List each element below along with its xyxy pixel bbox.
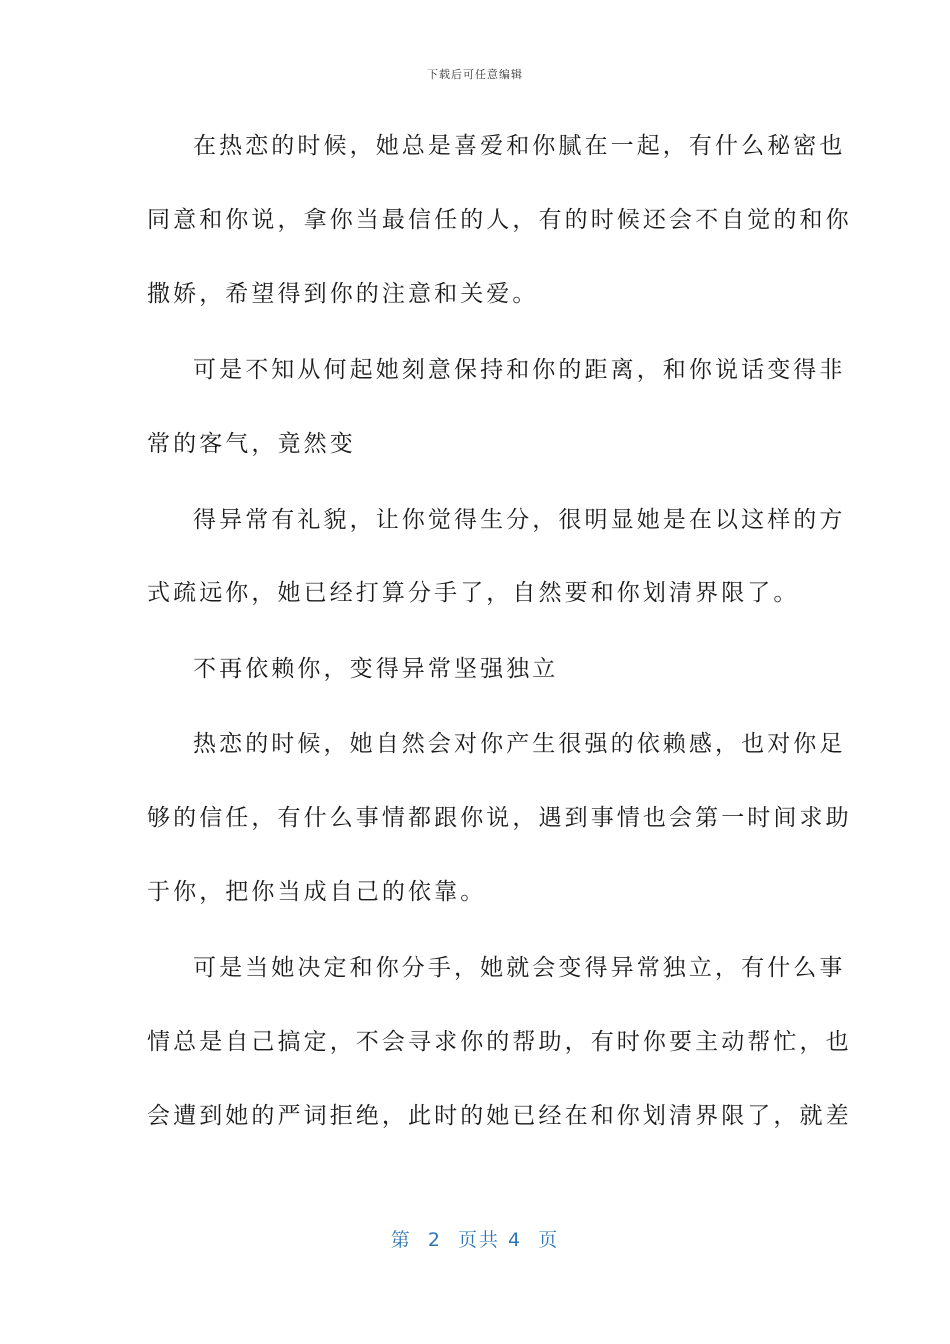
text-line: 不再依赖你，变得异常坚强独立 xyxy=(193,656,559,682)
text-line: 于你，把你当成自己的依靠。 xyxy=(147,879,487,905)
text-line: 撒娇，希望得到你的注意和关爱。 xyxy=(147,281,539,307)
text-line: 会遭到她的严词拒绝，此时的她已经在和你划清界限了，就差 xyxy=(147,1103,852,1129)
text-line: 热恋的时候，她自然会对你产生很强的依赖感，也对你足 xyxy=(193,731,846,757)
page-number: 第 2 页共 4 页 xyxy=(390,1229,560,1251)
text-line: 情总是自己搞定，不会寻求你的帮助，有时你要主动帮忙，也 xyxy=(147,1029,852,1055)
text-line: 同意和你说，拿你当最信任的人，有的时候还会不自觉的和你 xyxy=(147,207,852,233)
text-line: 式疏远你，她已经打算分手了，自然要和你划清界限了。 xyxy=(147,580,800,606)
text-line: 可是不知从何起她刻意保持和你的距离，和你说话变得非 xyxy=(193,357,846,383)
text-line: 在热恋的时候，她总是喜爱和你腻在一起，有什么秘密也 xyxy=(193,133,846,159)
header-note: 下载后可任意编辑 xyxy=(427,68,523,81)
text-line: 常的客气，竟然变 xyxy=(147,431,356,457)
text-line: 可是当她决定和你分手，她就会变得异常独立，有什么事 xyxy=(193,955,846,981)
text-line: 够的信任，有什么事情都跟你说，遇到事情也会第一时间求助 xyxy=(147,805,852,831)
text-line: 得异常有礼貌，让你觉得生分，很明显她是在以这样的方 xyxy=(193,507,846,533)
